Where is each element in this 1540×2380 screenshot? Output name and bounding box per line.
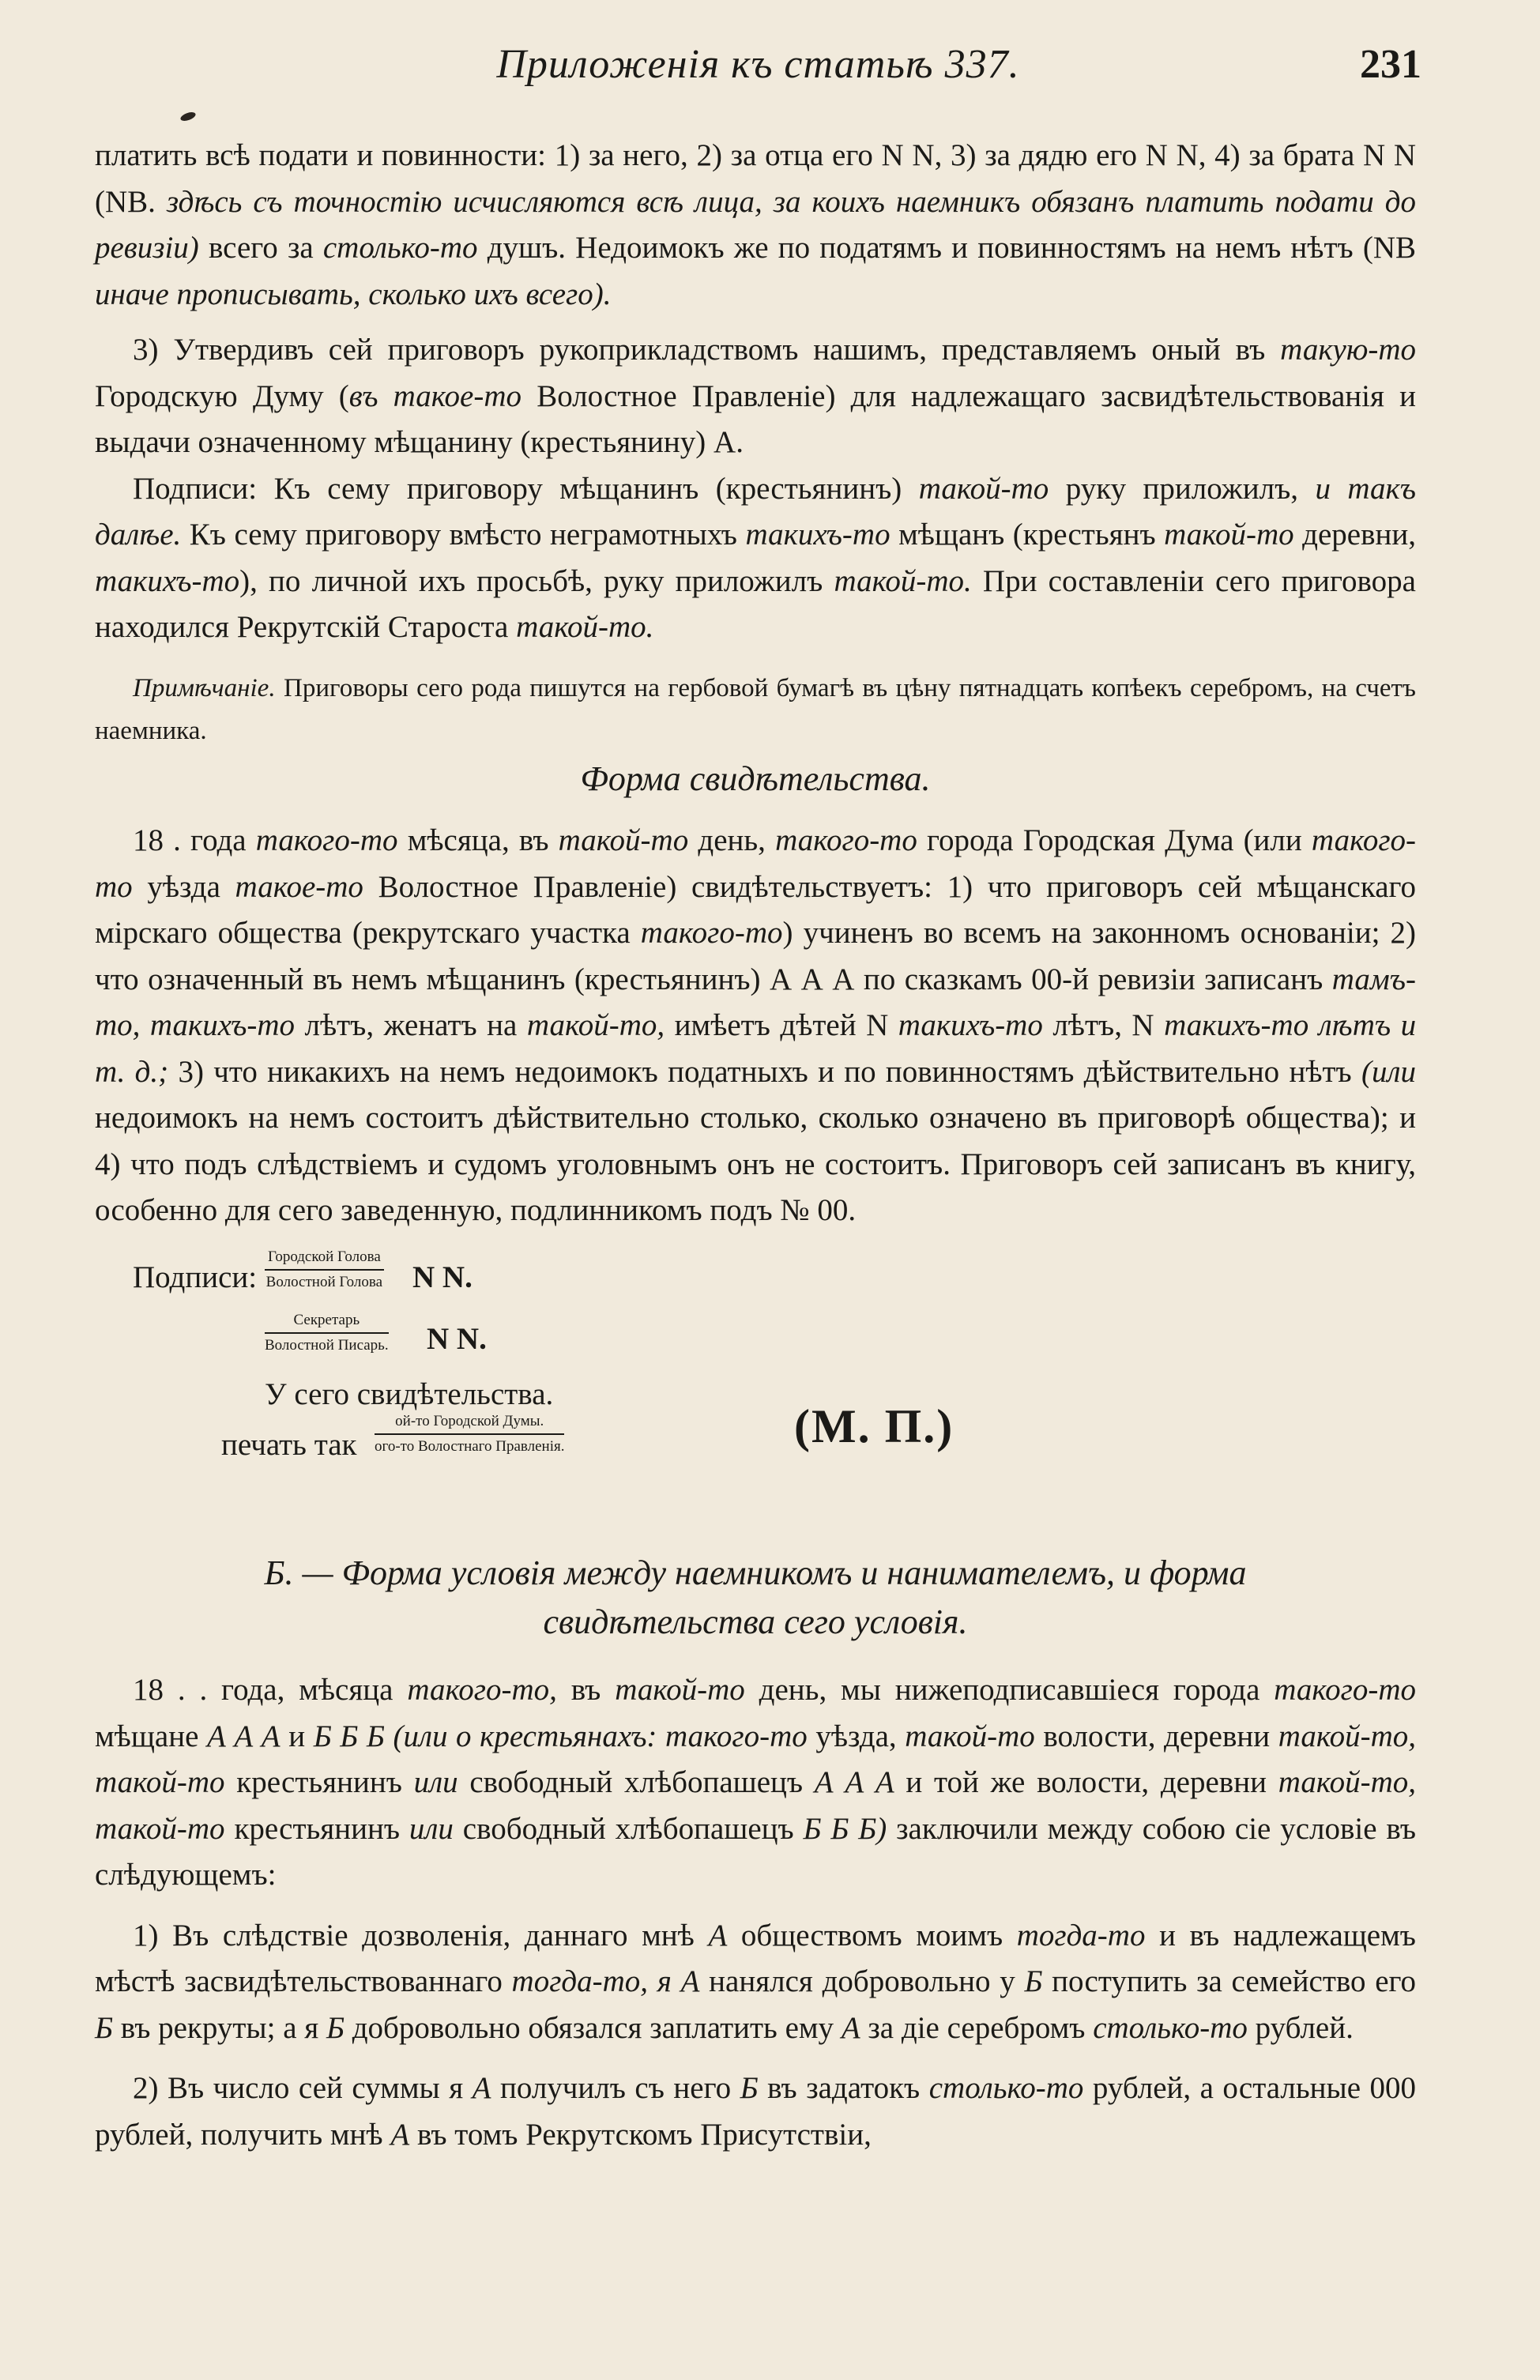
paragraph-clause-1: 1) Въ слѣдствіе дозволенія, даннаго мнѣ А обществомъ моимъ тогда-то и въ надлежащемъ мѣстѣ засвидѣтельствованнаго тогда-то, я А нанялся добровольно у Б поступить за семейство его Б въ рекруты; а я Б добровольно обязался заплатить ему А за діе серебромъ столько-то рублей. (95, 1918, 1417, 2045)
paragraph-agreement-intro: 18 . . года, мѣсяца такого-то, въ такой-то день, мы нижеподписавшіеся города такого-то мѣщане А А А и Б Б Б (или о крестьянахъ: такого-то уѣзда, такой-то волости, деревни такой-то, такой-то крестьянинъ или свободный хлѣбопашецъ А А А и той же волости, деревни такой-то, такой-то крестьянинъ или свободный хлѣбопашецъ Б Б Б) заключили между собою сіе условіе въ слѣдующемъ: (95, 1673, 1417, 1892)
section-certificate-form (95, 755, 1416, 1484)
page-header (95, 41, 1421, 104)
paragraph-certificate: 18 . года такого-то мѣсяца, въ такой-то день, такого-то города Городская Дума (или такого-то уѣзда такое-то Волостное Правленіе) свидѣтельствуетъ: 1) что приговоръ сей мѣщанскаго мірскаго общества (рекрутскаго участка такого-то) учиненъ во всемъ на законномъ основаніи; 2) что означенный въ немъ мѣщанинъ (крестьянинъ) А А А по сказкамъ 00-й ревизіи записанъ тамъ-то, такихъ-то лѣтъ, женатъ на такой-то, имѣетъ дѣтей N такихъ-то лѣтъ, N такихъ-то лѣтъ и т. д.; 3) что никакихъ на немъ недоимокъ податныхъ и по повинностямъ дѣйствительно нѣтъ (или недоимокъ на немъ состоитъ дѣйствительно столько, сколько означено въ приговорѣ общества); и 4) что подъ слѣдствіемъ и судомъ уголовнымъ онъ не состоитъ. Приговоръ сей записанъ въ книгу, особенно для сего заведенную, подлинникомъ подъ № 00. (95, 823, 1417, 1227)
signer-name-2: N N. (427, 1321, 487, 1356)
page-number: 231 (1360, 42, 1421, 87)
note-label: Примѣчаніе. (133, 673, 276, 702)
certificate-signatures (95, 1247, 1416, 1484)
seal-caption: У сего свидѣтельства. (265, 1376, 554, 1411)
paragraph-taxes: платить всѣ подати и повинности: 1) за него, 2) за отца его N N, 3) за дядю его N N, 4) за брата N N (NB. здѣсь съ точностію исчисляются всѣ лица, за коихъ наемникъ обязанъ платить подати до ревизіи) всего за столько-то душъ. Недоимокъ же по податямъ и повинностямъ на немъ нѣтъ (NB иначе прописывать, сколько ихъ всего). (95, 138, 1417, 311)
seal-authority-fraction: ой-то Городской Думы. ого-то Волостнаго Правленія. (375, 1412, 565, 1455)
paragraph-approval: 3) Утвердивъ сей приговоръ рукоприкладствомъ нашимъ, представляемъ оный въ такую-то Городскую Думу (въ такое-то Волостное Правленіе) для надлежащаго засвидѣтельствованія и выдачи означенному мѣщанину (крестьянину) А. (95, 333, 1417, 459)
paragraph-signatures: Подписи: Къ сему приговору мѣщанинъ (крестьянинъ) такой-то руку приложилъ, и такъ далѣе. Къ сему приговору вмѣсто неграмотныхъ такихъ-то мѣщанъ (крестьянъ такой-то деревни, такихъ-то), по личной ихъ просьбѣ, руку приложилъ такой-то. При составленіи сего приговора находился Рекрутскій Староста такой-то. (95, 471, 1417, 644)
seal-place-mark: (М. П.) (794, 1399, 954, 1452)
signatures-label: Подписи: (133, 1260, 258, 1294)
running-title: Приложенія къ статьѣ 337. (496, 42, 1020, 87)
signer-title-fraction-1: Городской Голова Волостной Голова (265, 1248, 383, 1290)
signer-name-1: N N. (412, 1260, 473, 1294)
section-heading: Форма свидѣтельства. (580, 759, 931, 798)
section-heading-b-line2: свидѣтельства сего условія. (543, 1602, 968, 1641)
section-appendix-continuation (95, 133, 1416, 752)
section-agreement-form (95, 1549, 1416, 2158)
signer-title-fraction-2: Секретарь Волостной Писарь. (265, 1311, 389, 1354)
paragraph-clause-2: 2) Въ число сей суммы я А получилъ съ него Б въ задатокъ столько-то рублей, а остальные 000 рублей, получить мнѣ А въ томъ Рекрутскомъ Присутствіи, (95, 2071, 1417, 2152)
seal-line-label: печать так (221, 1427, 357, 1462)
section-heading-b-line1: Б. — Форма условія между наемникомъ и нанимателемъ, и форма (264, 1553, 1247, 1592)
note: Примѣчаніе. Приговоры сего рода пишутся на гербовой бумагѣ въ цѣну пятнадцать копѣекъ серебромъ, на счетъ наемника. (95, 673, 1416, 745)
ink-mark (179, 111, 197, 122)
